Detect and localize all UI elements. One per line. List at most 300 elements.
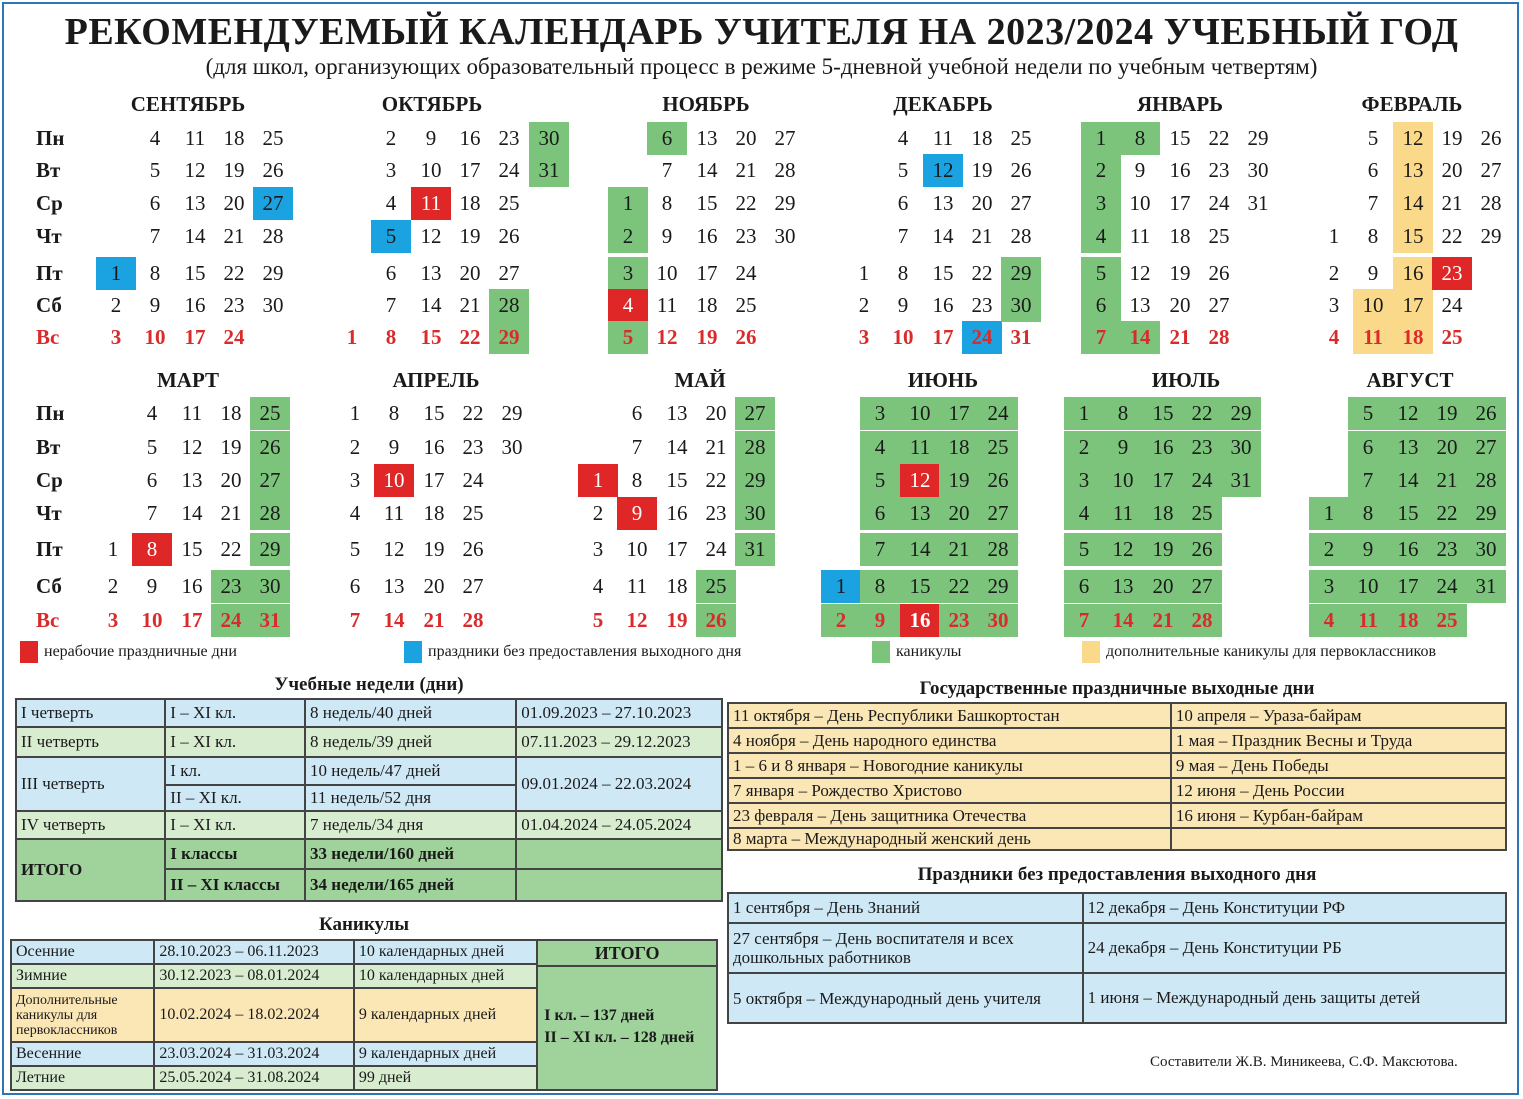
calendar-day: 16 — [459, 126, 481, 150]
calendar-day: 21 — [423, 608, 445, 632]
table-row — [728, 828, 1506, 850]
calendar-day: 3 — [110, 325, 122, 349]
calendar-day: 5 — [1348, 397, 1388, 430]
calendar-day: 30 — [978, 604, 1018, 637]
calendar-day: 22 — [459, 325, 481, 349]
calendar-day: 20 — [971, 191, 993, 215]
table-row — [728, 778, 1506, 803]
calendar-day: 23 — [211, 570, 251, 603]
legend-label: нерабочие праздничные дни — [44, 643, 237, 660]
table-cell: 33 недели/160 дней — [305, 839, 516, 869]
calendar-day: 31 — [1466, 570, 1506, 603]
author-credit: Составители Ж.В. Миникеева, С.Ф. Максютова. — [1150, 1054, 1458, 1070]
calendar-day: 20 — [223, 191, 245, 215]
table-cell: Весенние — [11, 1042, 154, 1066]
table-row — [16, 839, 722, 869]
calendar-day: 17 — [696, 261, 718, 285]
calendar-day: 13 — [1388, 431, 1428, 464]
table-cell: Осенние — [11, 940, 154, 964]
calendar-day: 4 — [592, 574, 604, 598]
weekday-label: Ср — [36, 191, 63, 215]
calendar-day: 14 — [181, 501, 203, 525]
calendar-day: 16 — [696, 224, 718, 248]
month-name: ЯНВАРЬ — [1136, 92, 1224, 116]
table-cell: 8 недель/40 дней — [305, 699, 516, 727]
vacations-total-1: I кл. – 137 дней — [544, 1007, 655, 1024]
calendar-day: 26 — [462, 537, 484, 561]
table-cell: 25.05.2024 – 31.08.2024 — [154, 1066, 353, 1090]
calendar-day: 18 — [1169, 224, 1191, 248]
table-cell: 7 января – Рождество Христово — [728, 778, 1171, 803]
table-cell: 1 сентября – День Знаний — [728, 893, 1083, 923]
calendar-day: 26 — [978, 464, 1018, 497]
calendar-day: 2 — [110, 293, 122, 317]
table-cell: 9 мая – День Победы — [1171, 753, 1506, 778]
calendar-day: 31 — [1221, 464, 1261, 497]
weekday-label: Чт — [36, 224, 62, 248]
calendar-day: 9 — [149, 293, 161, 317]
table-cell: I – XI кл. — [165, 699, 305, 727]
calendar-day: 19 — [939, 464, 979, 497]
calendar-day: 16 — [1393, 257, 1433, 290]
calendar-day: 12 — [923, 154, 963, 187]
calendar-day: 3 — [1328, 293, 1340, 317]
calendar-day: 26 — [735, 325, 757, 349]
table-cell: 8 марта – Международный женский день — [728, 828, 1171, 850]
weekday-label: Вс — [36, 325, 60, 349]
calendar-day: 18 — [1388, 604, 1428, 637]
calendar-day: 14 — [1393, 187, 1433, 220]
calendar-day: 27 — [250, 464, 290, 497]
calendar-day: 5 — [860, 464, 900, 497]
weekday-label: Пт — [36, 261, 63, 285]
calendar-day: 26 — [1466, 397, 1506, 430]
calendar-day: 15 — [423, 401, 445, 425]
calendar-day: 14 — [1388, 464, 1428, 497]
calendar-day: 1 — [608, 187, 648, 220]
calendar-day: 16 — [423, 435, 445, 459]
calendar-day: 8 — [897, 261, 909, 285]
calendar-day: 3 — [1309, 570, 1349, 603]
study-weeks-header: Учебные недели (дни) — [274, 674, 464, 695]
calendar-day: 23 — [462, 435, 484, 459]
calendar-day: 29 — [735, 464, 775, 497]
calendar-day: 25 — [250, 397, 290, 430]
calendar-day: 5 — [371, 220, 411, 253]
table-row — [16, 757, 722, 785]
calendar-day: 13 — [181, 468, 203, 492]
calendar-day: 24 — [211, 604, 251, 637]
calendar-day: 27 — [1208, 293, 1230, 317]
legend-item-red — [20, 640, 237, 664]
calendar-day: 9 — [425, 126, 437, 150]
table-cell: 9 календарных дней — [354, 1042, 537, 1066]
calendar-day: 9 — [146, 574, 158, 598]
calendar-day: 6 — [1348, 431, 1388, 464]
calendar-day: 17 — [1169, 191, 1191, 215]
calendar-day: 19 — [459, 224, 481, 248]
calendar-day: 2 — [107, 574, 119, 598]
calendar-day: 17 — [939, 397, 979, 430]
calendar-day: 3 — [1064, 464, 1104, 497]
calendar-day: 9 — [661, 224, 673, 248]
calendar-day: 1 — [858, 261, 870, 285]
calendar-day: 8 — [661, 191, 673, 215]
calendar-day: 7 — [860, 533, 900, 566]
calendar-day: 24 — [462, 468, 484, 492]
calendar-day: 5 — [149, 158, 161, 182]
month-name: НОЯБРЬ — [662, 92, 750, 116]
calendar-day: 23 — [1182, 431, 1222, 464]
calendar-day: 21 — [1427, 464, 1467, 497]
calendar-day: 27 — [1010, 191, 1032, 215]
calendar-day: 25 — [498, 191, 520, 215]
month-name: ОКТЯБРЬ — [381, 92, 483, 116]
vacations-header: Каникулы — [318, 914, 410, 935]
table-row — [728, 923, 1506, 973]
weekday-label: Вт — [36, 435, 61, 459]
calendar-day: 1 — [107, 537, 119, 561]
calendar-day: 4 — [897, 126, 909, 150]
calendar-day: 5 — [592, 608, 604, 632]
calendar-day: 11 — [1129, 224, 1151, 248]
calendar-day: 12 — [1388, 397, 1428, 430]
state-holidays-header: Государственные праздничные выходные дни — [919, 678, 1315, 699]
calendar-day: 6 — [647, 122, 687, 155]
table-cell: 01.09.2023 – 27.10.2023 — [516, 699, 722, 727]
calendar-day: 5 — [1081, 257, 1121, 290]
calendar-day: 19 — [971, 158, 993, 182]
calendar-day: 30 — [1221, 431, 1261, 464]
calendar-day: 9 — [1348, 533, 1388, 566]
table-cell: I четверть — [16, 699, 165, 727]
calendar-day: 1 — [1328, 224, 1340, 248]
calendar-day: 10 — [892, 325, 914, 349]
calendar-day: 25 — [735, 293, 757, 317]
calendar-day: 15 — [184, 261, 206, 285]
table-cell: 01.04.2024 – 24.05.2024 — [516, 811, 722, 839]
calendar-day: 23 — [1427, 533, 1467, 566]
calendar-day: 19 — [1427, 397, 1467, 430]
table-cell: I – XI кл. — [165, 811, 305, 839]
calendar-day: 5 — [146, 435, 158, 459]
calendar-day: 8 — [631, 468, 643, 492]
table-cell: 10 календарных дней — [354, 964, 537, 988]
calendar-day: 10 — [1129, 191, 1151, 215]
calendar-day: 6 — [897, 191, 909, 215]
table-cell: 10.02.2024 – 18.02.2024 — [154, 988, 353, 1042]
table-cell: II четверть — [16, 727, 165, 757]
calendar-day: 4 — [146, 401, 158, 425]
calendar-day: 4 — [1328, 325, 1340, 349]
table-cell: 24 декабря – День Конституции РБ — [1083, 923, 1506, 973]
calendar-day: 7 — [661, 158, 673, 182]
calendar-day: 6 — [631, 401, 643, 425]
calendar-day: 3 — [858, 325, 870, 349]
calendar-day: 9 — [388, 435, 400, 459]
calendar-day: 28 — [774, 158, 796, 182]
calendar-day: 30 — [1247, 158, 1269, 182]
calendar-day: 4 — [1064, 497, 1104, 530]
calendar-day: 15 — [1388, 497, 1428, 530]
calendar-day: 8 — [860, 570, 900, 603]
calendar-day: 9 — [1134, 158, 1146, 182]
calendar-day: 11 — [656, 293, 678, 317]
calendar-day: 21 — [220, 501, 242, 525]
calendar-day: 26 — [262, 158, 284, 182]
calendar-day: 20 — [1169, 293, 1191, 317]
calendar-day: 20 — [423, 574, 445, 598]
calendar-day: 2 — [1064, 431, 1104, 464]
calendar-day: 20 — [1441, 158, 1463, 182]
table-row — [728, 893, 1506, 923]
calendar-day: 22 — [1427, 497, 1467, 530]
calendar-day: 7 — [385, 293, 397, 317]
calendar-day: 15 — [900, 570, 940, 603]
calendar-day: 2 — [821, 604, 861, 637]
calendar-day: 20 — [220, 468, 242, 492]
calendar-day: 2 — [1328, 261, 1340, 285]
calendar-day: 3 — [860, 397, 900, 430]
calendar-day: 13 — [666, 401, 688, 425]
calendar-day: 1 — [346, 325, 358, 349]
calendar-day: 2 — [349, 435, 361, 459]
calendar-day: 12 — [420, 224, 442, 248]
calendar-day: 17 — [1143, 464, 1183, 497]
calendar-day: 3 — [592, 537, 604, 561]
calendar-day: 2 — [608, 220, 648, 253]
calendar-day: 21 — [971, 224, 993, 248]
calendar-day: 11 — [1353, 321, 1393, 354]
table-cell: 8 недель/39 дней — [305, 727, 516, 757]
calendar-day: 9 — [897, 293, 909, 317]
calendar-day: 12 — [900, 464, 940, 497]
calendar-day: 15 — [181, 537, 203, 561]
calendar-day: 27 — [735, 397, 775, 430]
calendar-day: 5 — [1064, 533, 1104, 566]
calendar-day: 12 — [626, 608, 648, 632]
calendar-day: 19 — [666, 608, 688, 632]
calendar-day: 19 — [223, 158, 245, 182]
calendar-day: 28 — [1208, 325, 1230, 349]
calendar-day: 10 — [900, 397, 940, 430]
calendar-day: 24 — [735, 261, 757, 285]
calendar-day: 16 — [900, 604, 940, 637]
table-cell: 34 недели/165 дней — [305, 869, 516, 901]
calendar-day: 10 — [374, 464, 414, 497]
calendar-day: 13 — [420, 261, 442, 285]
table-row — [728, 753, 1506, 778]
calendar-day: 25 — [1182, 497, 1222, 530]
calendar-day: 15 — [1169, 126, 1191, 150]
calendar-day: 7 — [146, 501, 158, 525]
calendar-day: 3 — [608, 257, 648, 290]
study-weeks-table — [15, 698, 723, 902]
calendar-day: 8 — [1348, 497, 1388, 530]
vacations-table — [10, 939, 718, 1091]
table-cell: Зимние — [11, 964, 154, 988]
legend-item-yellow — [1082, 640, 1436, 664]
calendar-day: 12 — [181, 435, 203, 459]
calendar-day: 6 — [1081, 289, 1121, 322]
calendar-day: 16 — [1169, 158, 1191, 182]
calendar-day: 6 — [1064, 570, 1104, 603]
calendar-day: 20 — [939, 497, 979, 530]
calendar-day: 3 — [349, 468, 361, 492]
table-row — [728, 803, 1506, 828]
calendar-day: 23 — [705, 501, 727, 525]
calendar-day: 14 — [420, 293, 442, 317]
calendar-day: 19 — [696, 325, 718, 349]
calendar-day: 30 — [774, 224, 796, 248]
calendar-day: 12 — [184, 158, 206, 182]
calendar-day: 20 — [1427, 431, 1467, 464]
calendar-day: 22 — [939, 570, 979, 603]
calendar-day: 10 — [1353, 289, 1393, 322]
calendar-day: 9 — [1103, 431, 1143, 464]
calendar-day: 24 — [962, 321, 1002, 354]
page-subtitle: (для школ, организующих образовательный процесс в режиме 5-дневной учебной недели по учебным четвертям) — [205, 54, 1318, 79]
table-row — [728, 973, 1506, 1023]
calendar-day: 26 — [1480, 126, 1502, 150]
yellow-swatch-icon — [1082, 641, 1100, 663]
vacations-total-2: II – XI кл. – 128 дней — [544, 1029, 695, 1046]
calendar-day: 14 — [666, 435, 688, 459]
calendar-day: 3 — [1081, 187, 1121, 220]
calendar-day: 11 — [383, 501, 405, 525]
calendar-day: 2 — [385, 126, 397, 150]
calendar-day: 30 — [262, 293, 284, 317]
weekday-label: Чт — [36, 501, 62, 525]
calendar-day: 23 — [1432, 257, 1472, 290]
calendar-day: 16 — [1143, 431, 1183, 464]
calendar-day: 27 — [462, 574, 484, 598]
calendar-day: 24 — [223, 325, 245, 349]
green-swatch-icon — [872, 641, 890, 663]
calendar-day: 11 — [184, 126, 206, 150]
table-cell: 1 июня – Международный день защиты детей — [1083, 973, 1506, 1023]
calendar-day: 2 — [592, 501, 604, 525]
calendar-day: 17 — [459, 158, 481, 182]
calendar-day: 22 — [462, 401, 484, 425]
calendar-day: 7 — [631, 435, 643, 459]
calendar-day: 10 — [141, 608, 163, 632]
calendar-day: 4 — [860, 431, 900, 464]
table-cell — [1171, 828, 1506, 850]
calendar-day: 29 — [1466, 497, 1506, 530]
calendar-day: 13 — [696, 126, 718, 150]
calendar-day: 12 — [1393, 122, 1433, 155]
calendar-day: 25 — [1441, 325, 1463, 349]
calendar-day: 19 — [1441, 126, 1463, 150]
calendar-day: 18 — [1143, 497, 1183, 530]
calendar-day: 30 — [529, 122, 569, 155]
table-cell: 23 февраля – День защитника Отечества — [728, 803, 1171, 828]
table-cell: I классы — [165, 839, 305, 869]
calendar-day: 27 — [1480, 158, 1502, 182]
calendar-day: 6 — [146, 468, 158, 492]
calendar-day: 15 — [420, 325, 442, 349]
calendar-day: 26 — [1010, 158, 1032, 182]
calendar-day: 11 — [900, 431, 940, 464]
calendar-day: 28 — [250, 497, 290, 530]
calendar-day: 10 — [626, 537, 648, 561]
table-cell: 1 – 6 и 8 января – Новогодние каникулы — [728, 753, 1171, 778]
calendar-day: 20 — [735, 126, 757, 150]
calendar-day: 20 — [459, 261, 481, 285]
calendar-day: 7 — [1367, 191, 1379, 215]
calendar-day: 10 — [144, 325, 166, 349]
calendar-day: 23 — [971, 293, 993, 317]
calendar-day: 20 — [705, 401, 727, 425]
calendar-day: 21 — [735, 158, 757, 182]
calendar-day: 13 — [932, 191, 954, 215]
table-cell: II – XI классы — [165, 869, 305, 901]
calendar-day: 13 — [383, 574, 405, 598]
calendar-day: 21 — [1143, 604, 1183, 637]
calendar-day: 15 — [696, 191, 718, 215]
table-cell: 12 июня – День России — [1171, 778, 1506, 803]
calendar-day: 27 — [774, 126, 796, 150]
calendar-day: 22 — [1208, 126, 1230, 150]
calendar-day: 4 — [349, 501, 361, 525]
calendar-day: 17 — [1388, 570, 1428, 603]
month-name: МАРТ — [156, 368, 220, 392]
calendar-day: 10 — [420, 158, 442, 182]
table-row — [16, 727, 722, 757]
calendar-day: 29 — [1247, 126, 1269, 150]
calendar-day: 19 — [1143, 533, 1183, 566]
table-cell: I кл. — [165, 757, 305, 785]
table-cell: I – XI кл. — [165, 727, 305, 757]
calendar-day: 13 — [184, 191, 206, 215]
calendar-day: 6 — [149, 191, 161, 215]
calendar-day: 4 — [1309, 604, 1349, 637]
calendar-day: 25 — [1427, 604, 1467, 637]
calendar-day: 13 — [1103, 570, 1143, 603]
calendar-day: 17 — [423, 468, 445, 492]
calendar-day: 16 — [184, 293, 206, 317]
calendar-day: 28 — [1480, 191, 1502, 215]
calendar-day: 4 — [608, 289, 648, 322]
calendar-day: 29 — [501, 401, 523, 425]
calendar-day: 31 — [1247, 191, 1269, 215]
month-name: СЕНТЯБРЬ — [130, 92, 246, 116]
calendar-day: 18 — [696, 293, 718, 317]
calendar-day: 27 — [253, 187, 293, 220]
calendar-day: 22 — [735, 191, 757, 215]
calendar-day: 2 — [1309, 533, 1349, 566]
vacations-total-header: ИТОГО — [538, 941, 716, 967]
calendar-day: 24 — [1441, 293, 1463, 317]
calendar-day: 31 — [250, 604, 290, 637]
calendar-day: 25 — [462, 501, 484, 525]
calendar-day: 28 — [489, 289, 529, 322]
month-name: АВГУСТ — [1366, 368, 1454, 392]
calendar-day: 29 — [1480, 224, 1502, 248]
calendar-day: 21 — [1441, 191, 1463, 215]
calendar-day: 29 — [1221, 397, 1261, 430]
table-cell: 10 апреля – Ураза-байрам — [1171, 703, 1506, 728]
table-cell: 11 октября – День Республики Башкортостан — [728, 703, 1171, 728]
weekday-label: Пн — [36, 401, 65, 425]
legend-label: дополнительные каникулы для первоклассников — [1106, 643, 1437, 660]
calendar-day: 28 — [1182, 604, 1222, 637]
table-cell: 28.10.2023 – 06.11.2023 — [154, 940, 353, 964]
legend-item-blue — [404, 640, 741, 664]
table-row — [16, 699, 722, 727]
no-dayoff-holidays-table — [727, 892, 1507, 1024]
